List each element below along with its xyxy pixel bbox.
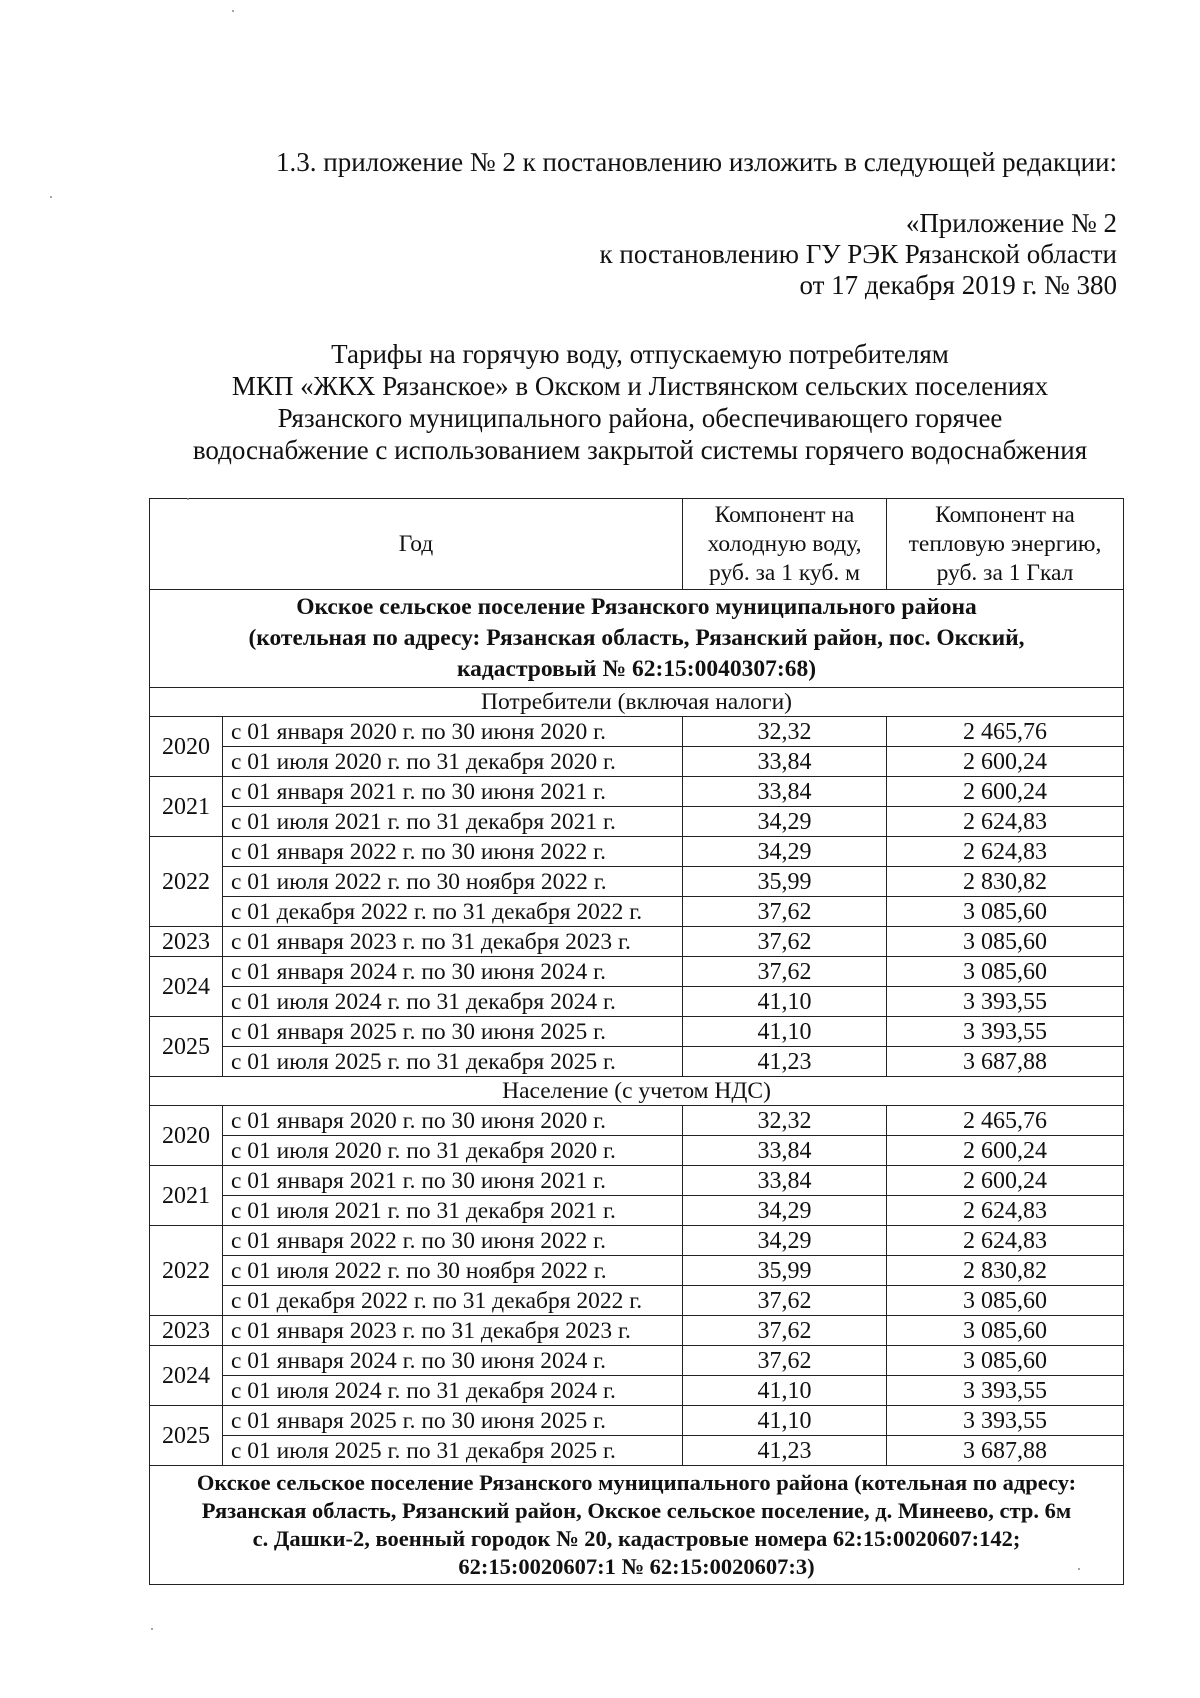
table-row: [150, 1256, 1124, 1286]
scan-speck: [50, 196, 52, 198]
year-cell: 2021: [150, 777, 223, 837]
table-row: [150, 807, 1124, 837]
header-heat-line-3: руб. за 1 Гкал: [936, 559, 1074, 586]
table-row: [150, 1436, 1124, 1466]
heat-energy-cell: 2 465,76: [887, 1106, 1124, 1136]
period-cell: с 01 января 2025 г. по 30 июня 2025 г.: [223, 1406, 683, 1436]
cold-water-cell: 41,10: [683, 1376, 887, 1406]
year-cell: 2025: [150, 1017, 223, 1077]
year-cell: 2022: [150, 837, 223, 927]
scan-speck: [232, 10, 234, 12]
title-line-3: Рязанского муниципального района, обеспечивающего горячее: [277, 403, 1003, 433]
year-cell: 2020: [150, 1106, 223, 1166]
heat-energy-cell: 3 085,60: [887, 1316, 1124, 1346]
cold-water-cell: 35,99: [683, 1256, 887, 1286]
cold-water-cell: 34,29: [683, 1226, 887, 1256]
period-cell: с 01 января 2023 г. по 31 декабря 2023 г.: [223, 1316, 683, 1346]
year-cell: 2023: [150, 927, 223, 957]
period-cell: с 01 июля 2021 г. по 31 декабря 2021 г.: [223, 1196, 683, 1226]
header-cold-water: [683, 499, 887, 590]
section1-line-2: (котельная по адресу: Рязанская область, Рязанский район, пос. Окский,: [248, 625, 1025, 651]
table-row: [150, 1106, 1124, 1136]
period-cell: с 01 января 2020 г. по 30 июня 2020 г.: [223, 1106, 683, 1136]
subsection-population: Население (с учетом НДС): [150, 1077, 1124, 1106]
cold-water-cell: 34,29: [683, 807, 887, 837]
header-heat-energy: [887, 499, 1124, 590]
title-line-4: водоснабжение с использованием закрытой системы горячего водоснабжения: [192, 435, 1088, 465]
heat-energy-cell: 2 600,24: [887, 1136, 1124, 1166]
table-row: [150, 1406, 1124, 1436]
heat-energy-cell: 2 830,82: [887, 867, 1124, 897]
table-row: [150, 747, 1124, 777]
year-cell: 2025: [150, 1406, 223, 1466]
cold-water-cell: 37,62: [683, 1316, 887, 1346]
period-cell: с 01 июля 2022 г. по 30 ноября 2022 г.: [223, 867, 683, 897]
table-row: [150, 1286, 1124, 1316]
year-cell: 2023: [150, 1316, 223, 1346]
cold-water-cell: 33,84: [683, 747, 887, 777]
table-row: [150, 867, 1124, 897]
heat-energy-cell: 3 085,60: [887, 897, 1124, 927]
appendix-line-3: от 17 декабря 2019 г. № 380: [799, 270, 1117, 300]
heat-energy-cell: 3 393,55: [887, 1017, 1124, 1047]
cold-water-cell: 37,62: [683, 1346, 887, 1376]
period-cell: с 01 июля 2020 г. по 31 декабря 2020 г.: [223, 747, 683, 777]
population-rows: [150, 1106, 1124, 1466]
period-cell: с 01 января 2021 г. по 30 июня 2021 г.: [223, 777, 683, 807]
table-row: [150, 927, 1124, 957]
appendix-line-2: к постановлению ГУ РЭК Рязанской области: [599, 239, 1117, 269]
period-cell: с 01 июля 2024 г. по 31 декабря 2024 г.: [223, 987, 683, 1017]
period-cell: с 01 января 2025 г. по 30 июня 2025 г.: [223, 1017, 683, 1047]
header-year: Год: [150, 499, 683, 590]
section2-line-1: Окское сельское поселение Рязанского муниципального района (котельная по адресу:: [196, 1470, 1077, 1495]
subsection-population-row: [150, 1077, 1124, 1106]
scan-speck: [151, 1628, 153, 1630]
section-mineevo-cell: [150, 1466, 1124, 1585]
heat-energy-cell: 2 624,83: [887, 807, 1124, 837]
appendix-reference: [0, 208, 1117, 301]
cold-water-cell: 32,32: [683, 1106, 887, 1136]
table-row: [150, 1017, 1124, 1047]
cold-water-cell: 33,84: [683, 1136, 887, 1166]
header-cold-line-1: Компонент на: [714, 501, 855, 528]
table-row: [150, 1316, 1124, 1346]
period-cell: с 01 декабря 2022 г. по 31 декабря 2022 г.: [223, 1286, 683, 1316]
section2-line-3: с. Дашки-2, военный городок № 20, кадастровые номера 62:15:0020607:142;: [252, 1526, 1021, 1551]
table-row: [150, 837, 1124, 867]
year-cell: 2022: [150, 1226, 223, 1316]
table-header-row: [150, 499, 1124, 590]
cold-water-cell: 37,62: [683, 957, 887, 987]
heat-energy-cell: 3 687,88: [887, 1047, 1124, 1077]
heat-energy-cell: 3 085,60: [887, 1286, 1124, 1316]
cold-water-cell: 33,84: [683, 1166, 887, 1196]
intro-line: 1.3. приложение № 2 к постановлению изложить в следующей редакции:: [276, 147, 1117, 177]
header-heat-line-1: Компонент на: [935, 501, 1075, 528]
year-cell: 2021: [150, 1166, 223, 1226]
heat-energy-cell: 2 830,82: [887, 1256, 1124, 1286]
cold-water-cell: 41,23: [683, 1436, 887, 1466]
header-heat-line-2: тепловую энергию,: [908, 530, 1102, 557]
period-cell: с 01 июля 2025 г. по 31 декабря 2025 г.: [223, 1047, 683, 1077]
section-oksky-heading: [150, 590, 1124, 688]
heat-energy-cell: 3 393,55: [887, 1376, 1124, 1406]
cold-water-cell: 34,29: [683, 837, 887, 867]
table-row: [150, 1196, 1124, 1226]
heat-energy-cell: 2 600,24: [887, 1166, 1124, 1196]
period-cell: с 01 января 2024 г. по 30 июня 2024 г.: [223, 1346, 683, 1376]
table-row: [150, 1346, 1124, 1376]
header-cold-line-3: руб. за 1 куб. м: [709, 559, 860, 586]
section1-line-3: кадастровый № 62:15:0040307:68): [456, 656, 817, 682]
section2-line-2: Рязанская область, Рязанский район, Окское сельское поселение, д. Минеево, стр. 6м: [201, 1498, 1072, 1523]
period-cell: с 01 января 2022 г. по 30 июня 2022 г.: [223, 1226, 683, 1256]
table-row: [150, 1047, 1124, 1077]
scan-speck: [1078, 1568, 1080, 1570]
section-oksky-cell: [150, 590, 1124, 688]
period-cell: с 01 января 2024 г. по 30 июня 2024 г.: [223, 957, 683, 987]
heat-energy-cell: 3 687,88: [887, 1436, 1124, 1466]
cold-water-cell: 35,99: [683, 867, 887, 897]
appendix-line-1: «Приложение № 2: [905, 208, 1117, 238]
heat-energy-cell: 3 085,60: [887, 957, 1124, 987]
period-cell: с 01 июля 2020 г. по 31 декабря 2020 г.: [223, 1136, 683, 1166]
cold-water-cell: 37,62: [683, 927, 887, 957]
period-cell: с 01 января 2021 г. по 30 июня 2021 г.: [223, 1166, 683, 1196]
section1-line-1: Окское сельское поселение Рязанского муниципального района: [296, 594, 977, 620]
table-row: [150, 717, 1124, 747]
heat-energy-cell: 2 624,83: [887, 1196, 1124, 1226]
table-row: [150, 897, 1124, 927]
period-cell: с 01 июля 2025 г. по 31 декабря 2025 г.: [223, 1436, 683, 1466]
year-cell: 2024: [150, 957, 223, 1017]
header-cold-line-2: холодную воду,: [707, 530, 862, 557]
cold-water-cell: 41,10: [683, 1017, 887, 1047]
heat-energy-cell: 2 600,24: [887, 747, 1124, 777]
consumers-rows: [150, 717, 1124, 1077]
section2-line-4: 62:15:0020607:1 № 62:15:0020607:3): [458, 1554, 815, 1579]
cold-water-cell: 41,23: [683, 1047, 887, 1077]
cold-water-cell: 37,62: [683, 1286, 887, 1316]
title-line-2: МКП «ЖКХ Рязанское» в Окском и Листвянском сельских поселениях: [231, 371, 1049, 401]
cold-water-cell: 37,62: [683, 897, 887, 927]
cold-water-cell: 32,32: [683, 717, 887, 747]
heat-energy-cell: 3 085,60: [887, 927, 1124, 957]
table-row: [150, 1226, 1124, 1256]
table-row: [150, 987, 1124, 1017]
cold-water-cell: 33,84: [683, 777, 887, 807]
cold-water-cell: 41,10: [683, 1406, 887, 1436]
period-cell: с 01 января 2023 г. по 31 декабря 2023 г.: [223, 927, 683, 957]
subsection-consumers-row: [150, 688, 1124, 717]
cold-water-cell: 41,10: [683, 987, 887, 1017]
scan-speck: [187, 498, 189, 500]
period-cell: с 01 июля 2024 г. по 31 декабря 2024 г.: [223, 1376, 683, 1406]
table-row: [150, 957, 1124, 987]
period-cell: с 01 декабря 2022 г. по 31 декабря 2022 г.: [223, 897, 683, 927]
subsection-consumers: Потребители (включая налоги): [150, 688, 1124, 717]
period-cell: с 01 января 2020 г. по 30 июня 2020 г.: [223, 717, 683, 747]
table-row: [150, 1166, 1124, 1196]
heat-energy-cell: 3 085,60: [887, 1346, 1124, 1376]
heat-energy-cell: 2 465,76: [887, 717, 1124, 747]
table-row: [150, 1376, 1124, 1406]
table-row: [150, 777, 1124, 807]
period-cell: с 01 июля 2022 г. по 30 ноября 2022 г.: [223, 1256, 683, 1286]
heat-energy-cell: 3 393,55: [887, 987, 1124, 1017]
heat-energy-cell: 2 600,24: [887, 777, 1124, 807]
year-cell: 2020: [150, 717, 223, 777]
section-mineevo-heading: [150, 1466, 1124, 1585]
document-title: [140, 338, 1140, 466]
period-cell: с 01 января 2022 г. по 30 июня 2022 г.: [223, 837, 683, 867]
table-row: [150, 1136, 1124, 1166]
period-cell: с 01 июля 2021 г. по 31 декабря 2021 г.: [223, 807, 683, 837]
year-cell: 2024: [150, 1346, 223, 1406]
heat-energy-cell: 2 624,83: [887, 1226, 1124, 1256]
heat-energy-cell: 3 393,55: [887, 1406, 1124, 1436]
cold-water-cell: 34,29: [683, 1196, 887, 1226]
tariff-table: [149, 498, 1124, 1585]
heat-energy-cell: 2 624,83: [887, 837, 1124, 867]
title-line-1: Тарифы на горячую воду, отпускаемую потребителям: [331, 339, 949, 369]
